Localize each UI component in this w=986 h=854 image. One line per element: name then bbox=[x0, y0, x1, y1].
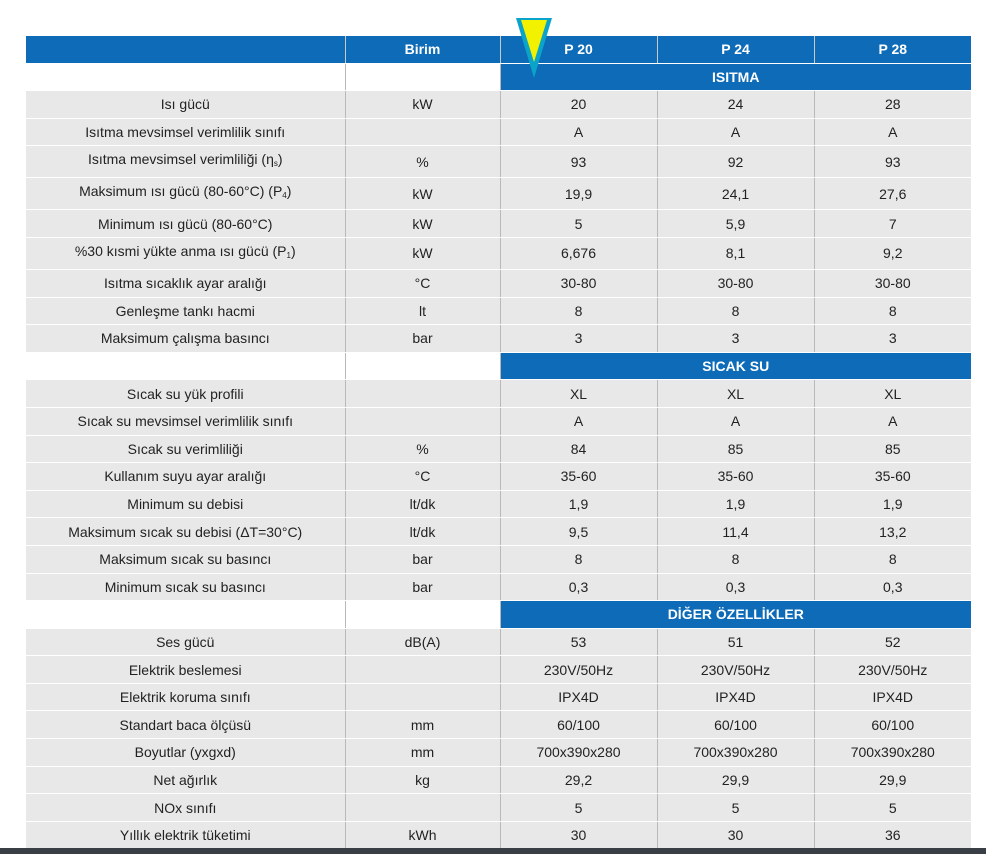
row-value: 51 bbox=[657, 628, 814, 656]
section-blank-cell bbox=[26, 352, 345, 380]
table-row bbox=[26, 237, 971, 269]
table-row bbox=[26, 683, 971, 711]
row-label-cell bbox=[26, 269, 345, 297]
row-unit: mm bbox=[345, 711, 500, 739]
row-value: A bbox=[657, 118, 814, 146]
row-label: Standart baca ölçüsü bbox=[119, 716, 252, 733]
row-value: 84 bbox=[500, 435, 657, 463]
table-row bbox=[26, 573, 971, 601]
row-label: Kullanım suyu ayar aralığı bbox=[104, 468, 267, 485]
row-value: 8 bbox=[500, 545, 657, 573]
row-value: 5 bbox=[657, 794, 814, 822]
row-value: 230V/50Hz bbox=[500, 656, 657, 684]
row-value: 30 bbox=[657, 821, 814, 849]
row-value: 29,2 bbox=[500, 766, 657, 794]
row-unit: bar bbox=[345, 573, 500, 601]
table-row bbox=[26, 325, 971, 353]
row-label-cell bbox=[26, 118, 345, 146]
table-row bbox=[26, 711, 971, 739]
row-value: 28 bbox=[814, 91, 971, 119]
row-label-cell bbox=[26, 573, 345, 601]
table-row bbox=[26, 297, 971, 325]
row-value: 8 bbox=[814, 297, 971, 325]
row-unit: mm bbox=[345, 739, 500, 767]
row-label-subscript: s bbox=[273, 159, 278, 169]
row-value: 3 bbox=[500, 325, 657, 353]
row-value: 7 bbox=[814, 210, 971, 238]
section-title: ISITMA bbox=[500, 63, 971, 91]
row-value: 92 bbox=[657, 146, 814, 178]
row-label-cell bbox=[26, 545, 345, 573]
row-label: NOx sınıfı bbox=[154, 799, 217, 816]
row-value: XL bbox=[500, 380, 657, 408]
row-unit: bar bbox=[345, 545, 500, 573]
row-label-end: ) bbox=[286, 183, 292, 200]
row-value: 29,9 bbox=[814, 766, 971, 794]
row-value: 60/100 bbox=[500, 711, 657, 739]
row-label-subscript: 4 bbox=[282, 191, 287, 201]
section-title: SICAK SU bbox=[500, 352, 971, 380]
row-label-cell bbox=[26, 794, 345, 822]
row-label-cell bbox=[26, 178, 345, 210]
row-value: 52 bbox=[814, 628, 971, 656]
row-label-cell bbox=[26, 490, 345, 518]
section-blank-cell bbox=[345, 352, 500, 380]
row-label: Isıtma mevsimsel verimlilik sınıfı bbox=[85, 124, 286, 141]
row-value: 3 bbox=[814, 325, 971, 353]
row-value: A bbox=[500, 118, 657, 146]
row-unit: °C bbox=[345, 269, 500, 297]
row-unit: bar bbox=[345, 325, 500, 353]
table-row bbox=[26, 210, 971, 238]
row-unit: lt bbox=[345, 297, 500, 325]
row-label: Isıtma sıcaklık ayar aralığı bbox=[103, 275, 267, 292]
header-model-p24: P 24 bbox=[657, 36, 814, 63]
table-row bbox=[26, 821, 971, 849]
row-label: Minimum su debisi bbox=[127, 496, 244, 513]
table-row bbox=[26, 269, 971, 297]
table-row bbox=[26, 766, 971, 794]
row-label-cell bbox=[26, 210, 345, 238]
row-label-cell bbox=[26, 407, 345, 435]
row-value: 8 bbox=[657, 545, 814, 573]
row-value: IPX4D bbox=[500, 683, 657, 711]
row-value: 24 bbox=[657, 91, 814, 119]
row-label-cell bbox=[26, 91, 345, 119]
row-label: Minimum ısı gücü (80-60°C) bbox=[98, 215, 273, 232]
table-row bbox=[26, 545, 971, 573]
row-value: 0,3 bbox=[500, 573, 657, 601]
row-label-cell bbox=[26, 297, 345, 325]
row-unit: kW bbox=[345, 210, 500, 238]
table-row bbox=[26, 656, 971, 684]
row-value: IPX4D bbox=[657, 683, 814, 711]
row-label: Minimum sıcak su basıncı bbox=[104, 578, 266, 595]
row-label-cell bbox=[26, 711, 345, 739]
header-blank-cell bbox=[26, 36, 345, 63]
row-value: 8,1 bbox=[657, 237, 814, 269]
row-label-cell bbox=[26, 518, 345, 546]
row-value: 1,9 bbox=[657, 490, 814, 518]
row-label: Yıllık elektrik tüketimi bbox=[119, 827, 251, 844]
header-unit: Birim bbox=[345, 36, 500, 63]
row-value: 35-60 bbox=[500, 463, 657, 491]
yellow-triangle-pointer-icon bbox=[516, 16, 552, 80]
row-label-cell bbox=[26, 656, 345, 684]
row-unit bbox=[345, 407, 500, 435]
row-value: 13,2 bbox=[814, 518, 971, 546]
row-value: 5 bbox=[814, 794, 971, 822]
row-label-cell bbox=[26, 146, 345, 178]
table-row bbox=[26, 518, 971, 546]
row-value: 19,9 bbox=[500, 178, 657, 210]
row-value: 30-80 bbox=[814, 269, 971, 297]
row-label-cell bbox=[26, 628, 345, 656]
row-label-end: ) bbox=[277, 151, 283, 168]
row-value: 1,9 bbox=[814, 490, 971, 518]
row-unit: % bbox=[345, 146, 500, 178]
table-row bbox=[26, 435, 971, 463]
row-label: Elektrik koruma sınıfı bbox=[119, 689, 251, 706]
row-value: 0,3 bbox=[657, 573, 814, 601]
row-unit bbox=[345, 380, 500, 408]
spec-table bbox=[26, 36, 971, 849]
section-blank-cell bbox=[26, 601, 345, 629]
row-value: 6,676 bbox=[500, 237, 657, 269]
row-label: Ses gücü bbox=[156, 633, 215, 650]
row-label-cell bbox=[26, 766, 345, 794]
row-unit bbox=[345, 118, 500, 146]
row-label: Genleşme tankı hacmi bbox=[115, 302, 255, 319]
section-blank-cell bbox=[345, 601, 500, 629]
row-label-cell bbox=[26, 325, 345, 353]
row-label: Isıtma mevsimsel verimliliği (η bbox=[87, 151, 274, 168]
row-unit: kg bbox=[345, 766, 500, 794]
row-value: 53 bbox=[500, 628, 657, 656]
row-value: 35-60 bbox=[814, 463, 971, 491]
row-label: Sıcak su mevsimsel verimlilik sınıfı bbox=[77, 413, 293, 430]
row-label: Boyutlar (yxgxd) bbox=[134, 744, 236, 761]
table-row bbox=[26, 407, 971, 435]
row-value: XL bbox=[814, 380, 971, 408]
row-value: 29,9 bbox=[657, 766, 814, 794]
spec-table-body bbox=[26, 63, 971, 849]
row-value: 8 bbox=[814, 545, 971, 573]
row-value: 230V/50Hz bbox=[657, 656, 814, 684]
row-label-subscript: 1 bbox=[286, 250, 291, 260]
row-value: 700x390x280 bbox=[500, 739, 657, 767]
row-unit bbox=[345, 656, 500, 684]
row-label: Sıcak su yük profili bbox=[126, 385, 244, 402]
row-label: Elektrik beslemesi bbox=[128, 661, 242, 678]
row-value: 24,1 bbox=[657, 178, 814, 210]
row-unit: kW bbox=[345, 91, 500, 119]
row-label: %30 kısmi yükte anma ısı gücü (P bbox=[74, 242, 287, 259]
table-row bbox=[26, 463, 971, 491]
row-unit bbox=[345, 794, 500, 822]
row-value: 93 bbox=[814, 146, 971, 178]
row-value: 3 bbox=[657, 325, 814, 353]
row-label-cell bbox=[26, 380, 345, 408]
row-value: 93 bbox=[500, 146, 657, 178]
row-label: Sıcak su verimliliği bbox=[127, 440, 243, 457]
row-value: 36 bbox=[814, 821, 971, 849]
table-row bbox=[26, 628, 971, 656]
row-label: Maksimum sıcak su debisi (ΔT=30°C) bbox=[68, 523, 303, 540]
row-value: 5 bbox=[500, 794, 657, 822]
row-label: Net ağırlık bbox=[153, 771, 218, 788]
section-header-row bbox=[26, 352, 971, 380]
row-label: Maksimum ısı gücü (80-60°C) (P bbox=[79, 183, 283, 200]
row-label: Maksimum sıcak su basıncı bbox=[99, 551, 272, 568]
row-unit: lt/dk bbox=[345, 518, 500, 546]
table-row bbox=[26, 739, 971, 767]
row-value: 30 bbox=[500, 821, 657, 849]
row-label: Isı gücü bbox=[160, 96, 210, 113]
row-value: 60/100 bbox=[657, 711, 814, 739]
bottom-bar bbox=[0, 848, 986, 854]
row-unit bbox=[345, 683, 500, 711]
table-row bbox=[26, 178, 971, 210]
row-value: IPX4D bbox=[814, 683, 971, 711]
row-value: 60/100 bbox=[814, 711, 971, 739]
row-value: A bbox=[657, 407, 814, 435]
table-row bbox=[26, 794, 971, 822]
section-title: DİĞER ÖZELLİKLER bbox=[500, 601, 971, 629]
row-label-cell bbox=[26, 463, 345, 491]
row-value: 35-60 bbox=[657, 463, 814, 491]
table-row bbox=[26, 146, 971, 178]
row-unit: dB(A) bbox=[345, 628, 500, 656]
row-unit: % bbox=[345, 435, 500, 463]
row-value: 0,3 bbox=[814, 573, 971, 601]
row-label-cell bbox=[26, 237, 345, 269]
row-value: 20 bbox=[500, 91, 657, 119]
row-value: 85 bbox=[814, 435, 971, 463]
section-header-row bbox=[26, 63, 971, 91]
row-value: 5 bbox=[500, 210, 657, 238]
table-row bbox=[26, 380, 971, 408]
row-value: 5,9 bbox=[657, 210, 814, 238]
row-unit: °C bbox=[345, 463, 500, 491]
table-row bbox=[26, 490, 971, 518]
row-value: A bbox=[814, 118, 971, 146]
row-label-cell bbox=[26, 683, 345, 711]
row-value: 230V/50Hz bbox=[814, 656, 971, 684]
row-value: 85 bbox=[657, 435, 814, 463]
row-unit: kW bbox=[345, 178, 500, 210]
table-row bbox=[26, 91, 971, 119]
header-model-p20: P 20 bbox=[500, 36, 657, 63]
row-label-cell bbox=[26, 739, 345, 767]
row-value: 9,2 bbox=[814, 237, 971, 269]
row-label-end: ) bbox=[290, 242, 296, 259]
row-unit: kW bbox=[345, 237, 500, 269]
row-unit: lt/dk bbox=[345, 490, 500, 518]
row-value: 700x390x280 bbox=[814, 739, 971, 767]
section-blank-cell bbox=[345, 63, 500, 91]
section-blank-cell bbox=[26, 63, 345, 91]
header-row bbox=[26, 36, 971, 63]
row-value: 8 bbox=[500, 297, 657, 325]
row-value: 1,9 bbox=[500, 490, 657, 518]
row-label-cell bbox=[26, 821, 345, 849]
section-header-row bbox=[26, 601, 971, 629]
row-value: 700x390x280 bbox=[657, 739, 814, 767]
row-label: Maksimum çalışma basıncı bbox=[100, 330, 270, 347]
row-unit: kWh bbox=[345, 821, 500, 849]
row-value: 30-80 bbox=[500, 269, 657, 297]
row-value: 27,6 bbox=[814, 178, 971, 210]
row-value: A bbox=[500, 407, 657, 435]
row-value: A bbox=[814, 407, 971, 435]
row-value: 30-80 bbox=[657, 269, 814, 297]
header-model-p28: P 28 bbox=[814, 36, 971, 63]
row-label-cell bbox=[26, 435, 345, 463]
table-row bbox=[26, 118, 971, 146]
row-value: 9,5 bbox=[500, 518, 657, 546]
row-value: 8 bbox=[657, 297, 814, 325]
row-value: XL bbox=[657, 380, 814, 408]
row-value: 11,4 bbox=[657, 518, 814, 546]
